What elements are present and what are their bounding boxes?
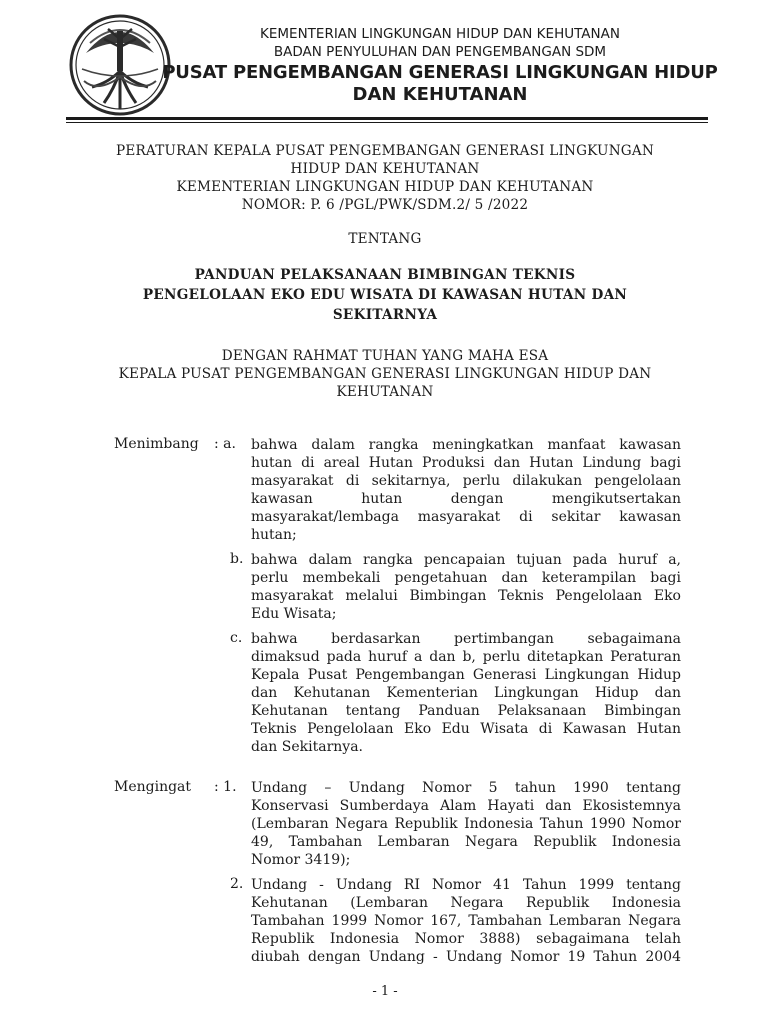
mengingat-2-line: Undang - Undang RI Nomor 41 Tahun 1999 tentang <box>251 877 681 893</box>
menimbang-a-line: hutan di areal Hutan Produksi dan Hutan Lindung bagi <box>251 455 681 471</box>
mengingat-1-line: Nomor 3419); <box>251 852 351 868</box>
menimbang-a-line: kawasan hutan dengan mengikutsertakan <box>251 491 681 507</box>
menimbang-c-line: Kehutanan tentang Panduan Pelaksanaan Bimbingan <box>251 703 681 719</box>
mengingat-1-line: Undang – Undang Nomor 5 tahun 1990 tentang <box>251 780 681 796</box>
mengingat-1-line: (Lembaran Negara Republik Indonesia Tahun 1990 Nomor <box>251 816 681 832</box>
header-center-cont: DAN KEHUTANAN <box>352 84 528 105</box>
header-ministry: KEMENTERIAN LINGKUNGAN HIDUP DAN KEHUTANAN <box>260 26 620 42</box>
menimbang-a-line: masyarakat di sekitarnya, perlu dilakukan pengelolaan <box>251 473 681 489</box>
mengingat-marker-1: : 1. <box>214 779 237 795</box>
subject-line-2: PENGELOLAAN EKO EDU WISATA DI KAWASAN HUTAN DAN <box>142 287 628 303</box>
mengingat-1-line: 49, Tambahan Lembaran Negara Republik Indonesia <box>251 834 681 850</box>
menimbang-b-line: Edu Wisata; <box>251 606 337 622</box>
ministry-logo-icon <box>68 13 172 117</box>
mengingat-2-line: Republik Indonesia Nomor 3888) sebagaimana telah <box>251 931 681 947</box>
menimbang-c-line: Kepala Pusat Pengembangan Generasi Lingkungan Hidup <box>251 667 681 683</box>
menimbang-b-line: bahwa dalam rangka pencapaian tujuan pada huruf a, <box>251 552 681 568</box>
menimbang-c-line: Teknis Pengelolaan Eko Edu Wisata di Kawasan Hutan <box>251 721 681 737</box>
subject-line-3: SEKITARNYA <box>332 307 438 323</box>
subject-line-1: PANDUAN PELAKSANAAN BIMBINGAN TEKNIS <box>194 267 576 283</box>
menimbang-marker-b: b. <box>230 551 244 567</box>
menimbang-c-line: dan Sekitarnya. <box>251 739 363 755</box>
menimbang-a-line: masyarakat/lembaga masyarakat di sekitar kawasan <box>251 509 681 525</box>
tentang-label: TENTANG <box>348 231 422 247</box>
menimbang-marker-a: : a. <box>214 436 236 452</box>
regulation-title-line-3: KEMENTERIAN LINGKUNGAN HIDUP DAN KEHUTANAN <box>176 179 594 195</box>
invocation: DENGAN RAHMAT TUHAN YANG MAHA ESA <box>221 348 549 364</box>
header-center: PUSAT PENGEMBANGAN GENERASI LINGKUNGAN HIDUP <box>162 62 718 83</box>
mengingat-1-line: Konservasi Sumberdaya Alam Hayati dan Ekosistemnya <box>251 798 681 814</box>
header-agency: BADAN PENYULUHAN DAN PENGEMBANGAN SDM <box>273 44 607 60</box>
menimbang-c-line: dan Kehutanan Kementerian Lingkungan Hidup dan <box>251 685 681 701</box>
header-divider-thin <box>66 122 708 123</box>
menimbang-b-line: perlu membekali pengetahuan dan keterampilan bagi <box>251 570 681 586</box>
menimbang-a-line: hutan; <box>251 527 297 543</box>
issuer-line-2: KEHUTANAN <box>336 384 434 400</box>
menimbang-marker-c: c. <box>230 630 243 646</box>
page-number: - 1 - <box>372 984 398 999</box>
menimbang-b-line: masyarakat melalui Bimbingan Teknis Pengelolaan Eko <box>251 588 681 604</box>
mengingat-marker-2: 2. <box>230 876 244 892</box>
regulation-title-line-2: HIDUP DAN KEHUTANAN <box>290 161 480 177</box>
header-divider-thick <box>66 117 708 120</box>
regulation-title-line-1: PERATURAN KEPALA PUSAT PENGEMBANGAN GENERASI LINGKUNGAN <box>116 143 654 159</box>
regulation-number: NOMOR: P. 6 /PGL/PWK/SDM.2/ 5 /2022 <box>241 197 529 213</box>
mengingat-label: Mengingat <box>114 779 192 795</box>
menimbang-label: Menimbang <box>114 436 199 452</box>
issuer-line-1: KEPALA PUSAT PENGEMBANGAN GENERASI LINGKUNGAN HIDUP DAN <box>118 366 652 382</box>
menimbang-c-line: bahwa berdasarkan pertimbangan sebagaimana <box>251 631 681 647</box>
menimbang-c-line: dimaksud pada huruf a dan b, perlu ditetapkan Peraturan <box>251 649 681 665</box>
mengingat-2-line: diubah dengan Undang - Undang Nomor 19 Tahun 2004 <box>251 949 681 965</box>
mengingat-2-line: Tambahan 1999 Nomor 167, Tambahan Lembaran Negara <box>251 913 681 929</box>
menimbang-a-line: bahwa dalam rangka meningkatkan manfaat kawasan <box>251 437 681 453</box>
mengingat-2-line: Kehutanan (Lembaran Negara Republik Indonesia <box>251 895 681 911</box>
